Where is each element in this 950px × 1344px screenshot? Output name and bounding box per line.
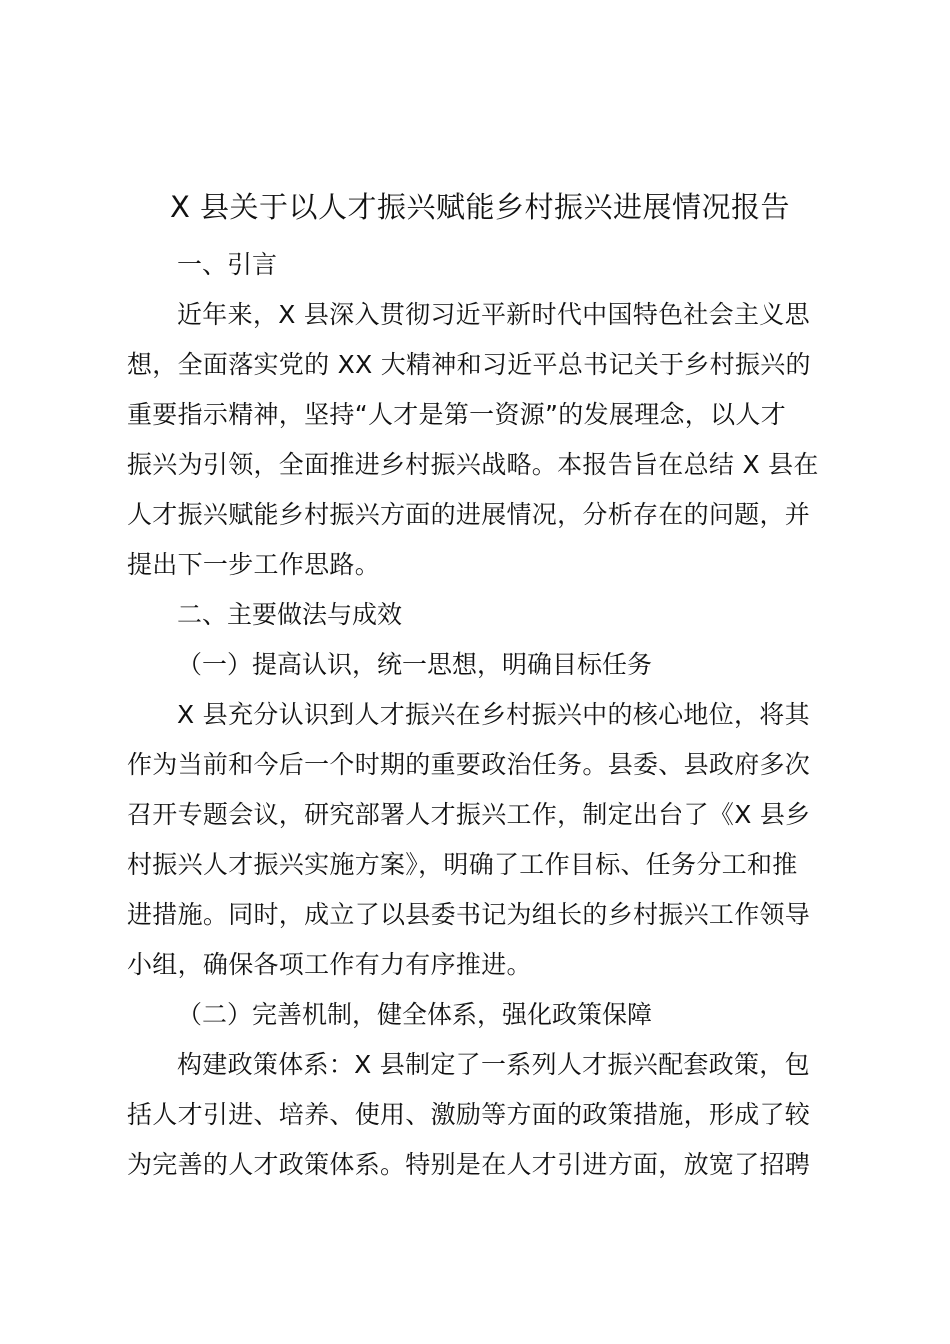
paragraph-line: 村振兴人才振兴实施方案》，明确了工作目标、任务分工和推 [127,850,798,879]
paragraph-line: 作为当前和今后一个时期的重要政治任务。县委、县政府多次 [127,750,811,779]
section-heading-main: 二、主要做法与成效 [177,600,403,629]
paragraph-intro [127,290,833,590]
paragraph-line: 振兴为引领，全面推进乡村振兴战略。本报告旨在总结 X 县在 [127,450,819,479]
subsection-heading-2: （二）完善机制，健全体系，强化政策保障 [177,1000,653,1029]
paragraph-line: 人才振兴赋能乡村振兴方面的进展情况，分析存在的问题，并 [127,500,811,529]
document-title: X 县关于以人才振兴赋能乡村振兴进展情况报告 [169,190,791,224]
paragraph-line: 构建政策体系：X 县制定了一系列人才振兴配套政策，包 [177,1050,810,1079]
paragraph-line: 小组，确保各项工作有力有序推进。 [127,950,532,979]
paragraph-sub1 [127,690,833,990]
paragraph-line: 近年来，X 县深入贯彻习近平新时代中国特色社会主义思 [177,300,810,329]
paragraph-line: 括人才引进、培养、使用、激励等方面的政策措施，形成了较 [127,1100,811,1129]
paragraph-line: 重要指示精神，坚持“人才是第一资源”的发展理念，以人才 [127,400,787,429]
subsection-heading-1: （一）提高认识，统一思想，明确目标任务 [177,650,653,679]
paragraph-line: 进措施。同时，成立了以县委书记为组长的乡村振兴工作领导 [127,900,811,929]
section-heading-intro: 一、引言 [177,250,278,279]
paragraph-sub2 [127,1040,833,1190]
paragraph-line: X 县充分认识到人才振兴在乡村振兴中的核心地位，将其 [177,700,810,729]
paragraph-line: 想，全面落实党的 XX 大精神和习近平总书记关于乡村振兴的 [127,350,811,379]
paragraph-line: 为完善的人才政策体系。特别是在人才引进方面，放宽了招聘 [127,1150,811,1179]
paragraph-line: 召开专题会议，研究部署人才振兴工作，制定出台了《X 县乡 [127,800,811,829]
paragraph-line: 提出下一步工作思路。 [127,550,381,579]
document-body [127,182,833,1190]
